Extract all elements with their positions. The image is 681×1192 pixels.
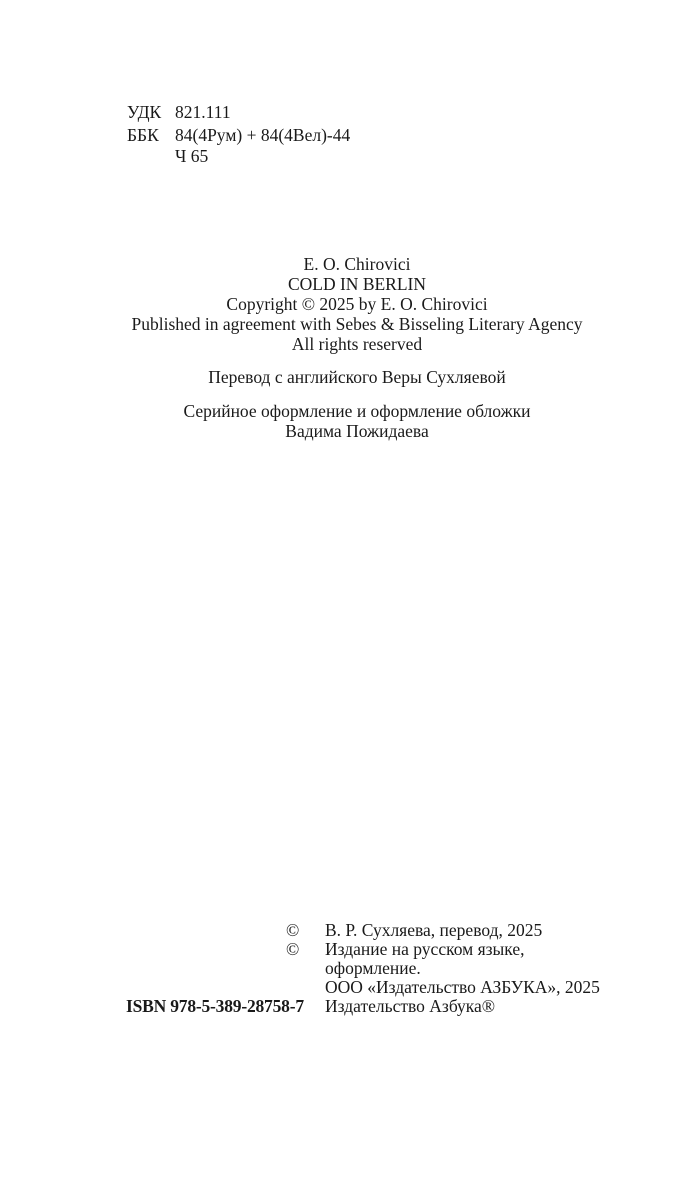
publisher-trademark: Издательство Азбука® — [325, 996, 496, 1016]
designer-name: Вадима Пожидаева — [285, 421, 429, 441]
translation-credit: Перевод с английского Веры Сухляевой — [208, 367, 506, 387]
design-credit — [0, 401, 681, 441]
author-name: E. O. Chirovici — [303, 254, 411, 274]
bbk-value: 84(4Рум) + 84(4Вел)-44 — [175, 125, 351, 145]
author-mark: Ч 65 — [175, 146, 209, 166]
copyright-line: Copyright © 2025 by E. O. Chirovici — [226, 294, 488, 314]
copyright-symbol: © — [286, 920, 300, 940]
agency-line: Published in agreement with Sebes & Bisseling Literary Agency — [131, 314, 583, 334]
publisher-copyright: ООО «Издательство АЗБУКА», 2025 — [325, 977, 600, 997]
translation-copyright: В. Р. Сухляева, перевод, 2025 — [325, 920, 543, 940]
udk-value: 821.111 — [175, 102, 231, 122]
original-title: COLD IN BERLIN — [287, 274, 427, 294]
original-edition-block — [0, 254, 681, 354]
edition-copyright-cont: оформление. — [325, 958, 421, 978]
udk-label: УДК — [127, 102, 162, 122]
bbk-label: ББК — [127, 125, 159, 145]
rights-line: All rights reserved — [291, 334, 423, 354]
copyright-symbol: © — [286, 939, 300, 959]
edition-copyright: Издание на русском языке, — [325, 939, 525, 959]
design-credit-line: Серийное оформление и оформление обложки — [183, 401, 531, 421]
isbn: ISBN 978-5-389-28758-7 — [126, 996, 304, 1016]
